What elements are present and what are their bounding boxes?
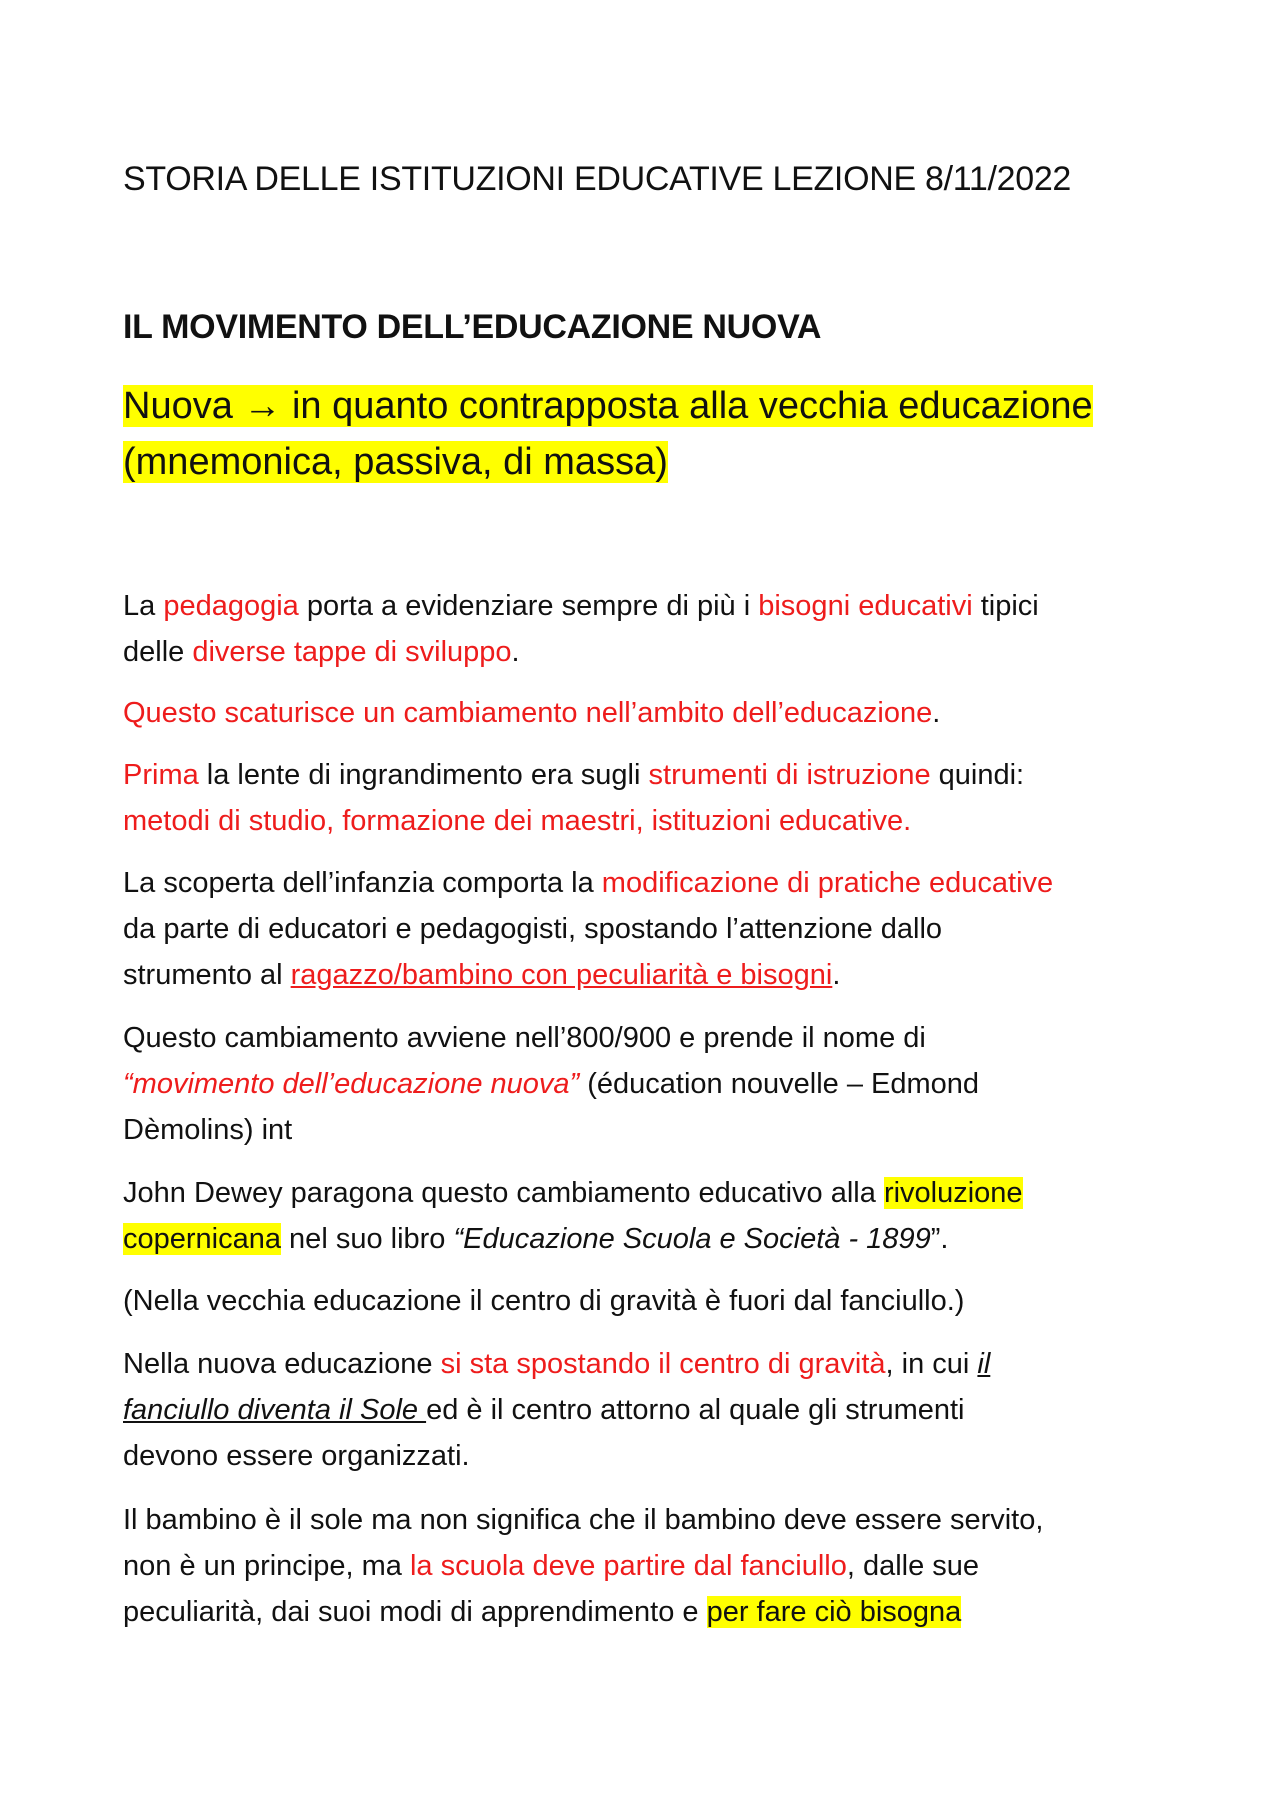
highlighted-text: copernicana xyxy=(123,1223,281,1255)
subtitle-text-b: in quanto contrapposta alla vecchia educazione xyxy=(281,385,1093,427)
text: tipici xyxy=(972,590,1039,622)
paragraph-nuova xyxy=(123,1341,1163,1479)
subtitle-text-c: (mnemonica, passiva, di massa) xyxy=(123,441,668,483)
book-title: “Educazione Scuola e Società - 1899 xyxy=(453,1223,931,1255)
section-heading: IL MOVIMENTO DELL’EDUCAZIONE NUOVA xyxy=(123,308,822,346)
text: La scoperta dell’infanzia comporta la xyxy=(123,867,602,899)
underlined-italic-text: fanciullo diventa il Sole xyxy=(123,1394,427,1426)
highlighted-text: per fare ciò bisogna xyxy=(706,1596,962,1628)
text: John Dewey paragona questo cambiamento educativo alla xyxy=(123,1177,884,1209)
document-title: STORIA DELLE ISTITUZIONI EDUCATIVE LEZIONE 8/11/2022 xyxy=(123,160,1072,198)
text: Questo cambiamento avviene nell’800/900 e prende il nome di xyxy=(123,1022,926,1054)
text: nel suo libro xyxy=(281,1223,454,1255)
emphasis-text: si sta spostando il centro di gravità xyxy=(440,1348,886,1380)
highlighted-text: rivoluzione xyxy=(883,1177,1023,1209)
text: devono essere organizzati. xyxy=(123,1440,470,1472)
underlined-italic-text: il xyxy=(977,1348,991,1380)
text: Dèmolins) int xyxy=(123,1114,293,1146)
emphasis-text: Questo scaturisce un cambiamento nell’ambito dell’educazione xyxy=(123,697,933,729)
subtitle-line-2 xyxy=(123,434,1163,490)
emphasis-text: metodi di studio, formazione dei maestri, istituzioni educative. xyxy=(123,805,912,837)
subtitle-text-a: Nuova xyxy=(123,385,244,427)
paragraph-vecchia xyxy=(123,1278,1163,1324)
emphasis-quote: “movimento dell’educazione nuova” xyxy=(123,1068,580,1100)
text: ”. xyxy=(930,1223,949,1255)
underlined-emphasis-text: ragazzo/bambino con peculiarità e bisogni xyxy=(290,959,833,991)
text: . xyxy=(832,959,841,991)
paragraph-dewey xyxy=(123,1170,1163,1262)
text: . xyxy=(932,697,941,729)
arrow-right-icon: → xyxy=(243,385,282,427)
paragraph-bambino-sole xyxy=(123,1497,1163,1635)
emphasis-text: pedagogia xyxy=(163,590,299,622)
text: , dalle sue xyxy=(846,1550,980,1582)
paragraph-prima xyxy=(123,752,1163,844)
text: (éducation nouvelle – Edmond xyxy=(579,1068,980,1100)
text: , in cui xyxy=(885,1348,978,1380)
paragraph-movimento xyxy=(123,1015,1163,1153)
text: Nella nuova educazione xyxy=(123,1348,441,1380)
text: da parte di educatori e pedagogisti, spostando l’attenzione dallo xyxy=(123,913,943,945)
subtitle-line-1 xyxy=(123,378,1163,434)
paragraph-infanzia xyxy=(123,860,1163,998)
emphasis-text: la scuola deve partire dal fanciullo xyxy=(409,1550,847,1582)
text: Il bambino è il sole ma non significa che il bambino deve essere servito, xyxy=(123,1504,1044,1536)
paragraph-cambiamento xyxy=(123,690,1163,736)
text: la lente di ingrandimento era sugli xyxy=(198,759,649,791)
text: (Nella vecchia educazione il centro di gravità è fuori dal fanciullo.) xyxy=(123,1285,965,1317)
highlighted-subtitle xyxy=(123,378,1163,490)
emphasis-text: modificazione di pratiche educative xyxy=(601,867,1054,899)
emphasis-text: diverse tappe di sviluppo xyxy=(192,636,512,668)
emphasis-text: strumenti di istruzione xyxy=(648,759,931,791)
text: non è un principe, ma xyxy=(123,1550,410,1582)
emphasis-text: bisogni educativi xyxy=(758,590,973,622)
paragraph-pedagogia xyxy=(123,583,1163,675)
text: porta a evidenziare sempre di più i xyxy=(298,590,759,622)
text: . xyxy=(511,636,520,668)
text: ed è il centro attorno al quale gli strumenti xyxy=(426,1394,965,1426)
text: La xyxy=(123,590,164,622)
text: delle xyxy=(123,636,193,668)
text: strumento al xyxy=(123,959,291,991)
emphasis-text: Prima xyxy=(123,759,199,791)
text: peculiarità, dai suoi modi di apprendimento e xyxy=(123,1596,707,1628)
text: quindi: xyxy=(930,759,1025,791)
